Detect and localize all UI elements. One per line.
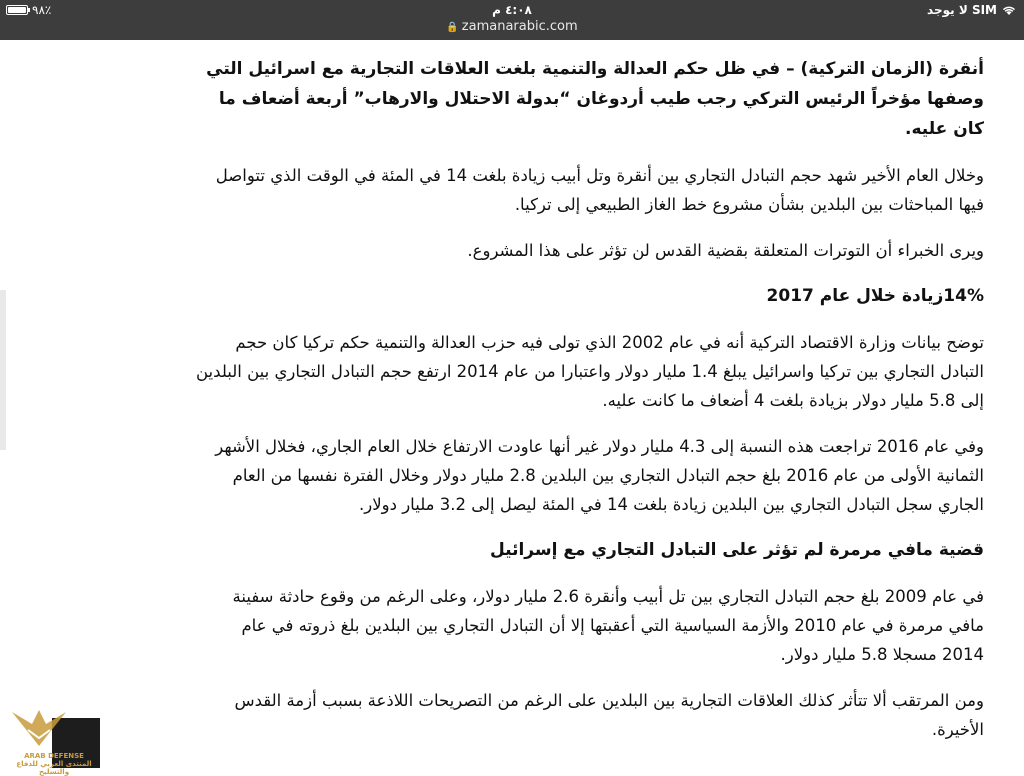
scroll-edge xyxy=(0,290,6,450)
eagle-emblem-icon xyxy=(10,702,68,752)
paragraph-1: وخلال العام الأخير شهد حجم التبادل التجاري بين أنقرة وتل أبيب زيادة بلغت 14 في المئة في الوقت الذي تتواصل فيها المباحثات بين البلدين بشأن مشروع خط الغاز الطبيعي إلى تركيا. xyxy=(215,166,984,214)
paragraph-5: في عام 2009 بلغ حجم التبادل التجاري بين تل أبيب وأنقرة 2.6 مليار دولار، وعلى الرغم من وقوع حادثة سفينة مافي مرمرة في عام 2010 والأزمة السياسية التي أعقبتها إلا أن التبادل التجاري بين البلدين بلغ ذروته في عام 2014 مسجلا 5.8 مليار دولار. xyxy=(232,587,984,664)
forum-watermark-logo xyxy=(4,700,98,776)
paragraph-4: وفي عام 2016 تراجعت هذه النسبة إلى 4.3 مليار دولار غير أنها عاودت الارتفاع خلال العام الجاري، فخلال الأشهر الثمانية الأولى من عام 2016 بلغ حجم التبادل التجاري بين البلدين 2.8 مليار دولار وخلال الفترة نفسها من العام الجاري سجل التبادل التجاري بين البلدين زيادة بلغت 14 في المئة ليصل إلى 3.2 مليار دولار. xyxy=(215,437,984,514)
carrier-label: لا يوجد SIM xyxy=(927,3,997,17)
heading-marmara: قضية مافي مرمرة لم تؤثر على التبادل التجاري مع إسرائيل xyxy=(489,540,984,560)
heading-growth: 14%زيادة خلال عام 2017 xyxy=(766,286,984,306)
status-bar xyxy=(0,0,1024,40)
paragraph-2: ويرى الخبراء أن التوترات المتعلقة بقضية القدس لن تؤثر على هذا المشروع. xyxy=(467,241,984,260)
address-bar[interactable] xyxy=(0,19,1024,34)
paragraph-6: ومن المرتقب ألا تتأثر كذلك العلاقات التجارية بين البلدين على الرغم من التصريحات اللاذعة بسبب أزمة القدس الأخيرة. xyxy=(234,691,984,739)
wifi-icon xyxy=(1002,5,1016,16)
watermark-text xyxy=(8,752,100,776)
url-text: zamanarabic.com xyxy=(461,19,578,34)
battery-percent: ٩٨٪ xyxy=(32,3,52,17)
article-lead: أنقرة (الزمان التركية) – في ظل حكم العدالة والتنمية بلغت العلاقات التجارية مع اسرائيل التي وصفها مؤخراً الرئيس التركي رجب طيب أردوغان “بدولة الاحتلال والارهاب” أربعة أضعاف ما كان عليه. xyxy=(206,59,984,139)
watermark-title: ARAB DEFENSE xyxy=(24,752,84,760)
paragraph-3: توضح بيانات وزارة الاقتصاد التركية أنه في عام 2002 الذي تولى فيه حزب العدالة والتنمية حكم تركيا كان حجم التبادل التجاري بين تركيا واسرائيل يبلغ 1.4 مليار دولار واعتبارا من عام 2014 ارتفع حجم التبادل التجاري بين البلدين إلى 5.8 مليار دولار بزيادة بلغت 4 أضعاف ما كانت عليه. xyxy=(196,333,984,410)
watermark-subtitle: المنتدى العربي للدفاع والتسليح xyxy=(16,760,92,776)
article-body xyxy=(190,40,990,768)
clock: ٤:٠٨ م xyxy=(492,3,532,17)
carrier-status xyxy=(927,3,1016,17)
lock-icon: 🔒 xyxy=(446,22,459,33)
